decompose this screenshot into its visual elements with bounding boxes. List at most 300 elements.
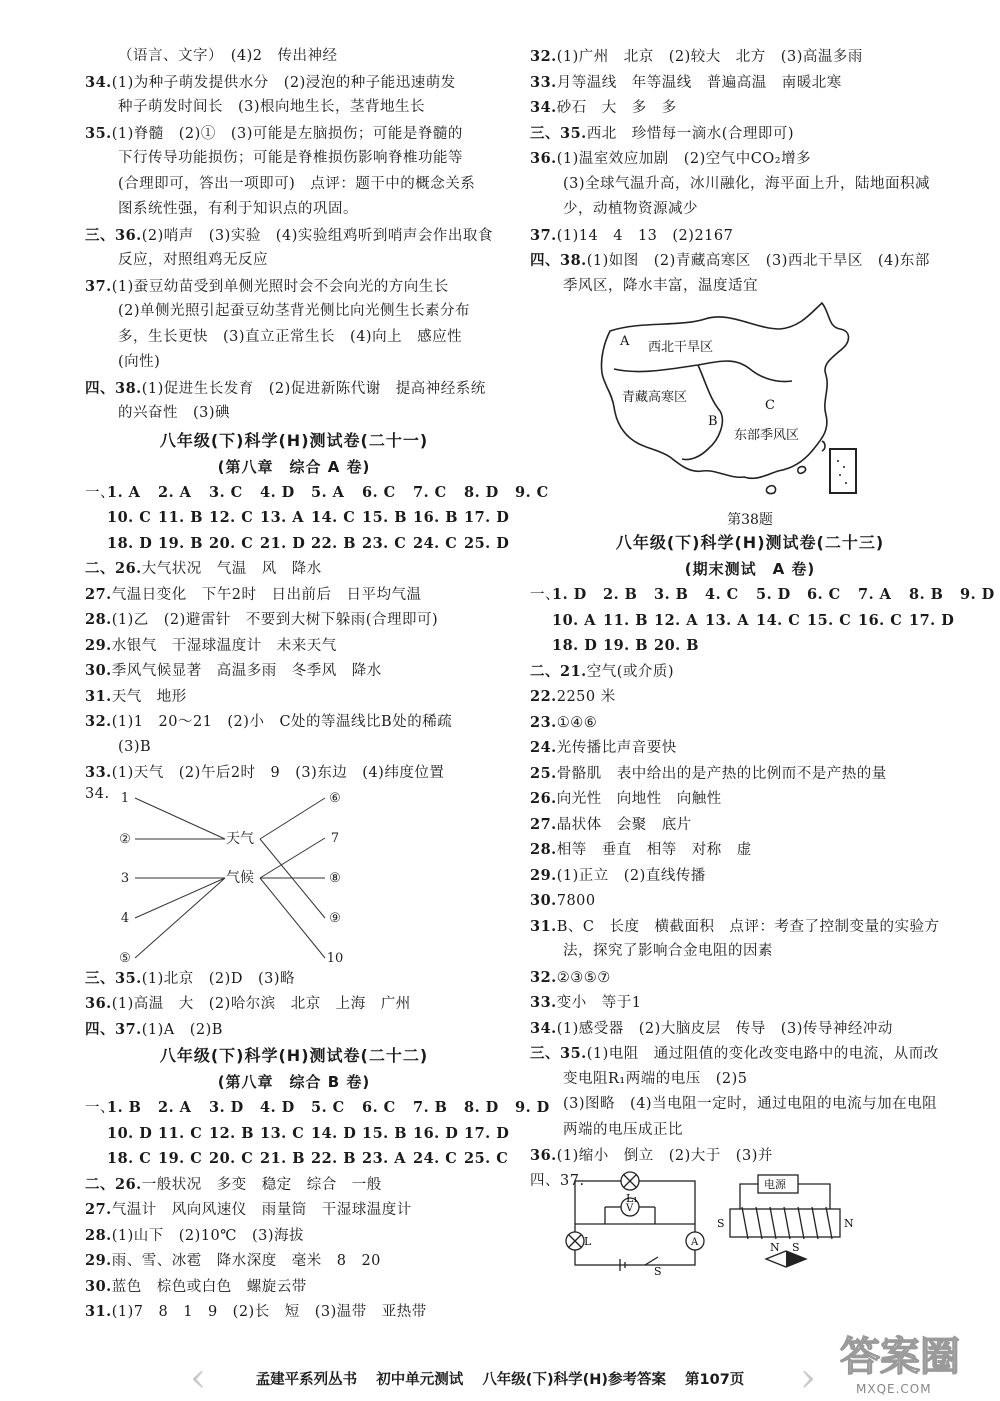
mc-answer-row [530,633,970,659]
mc-answer: 15. B [362,509,408,526]
answer-text: (1)高温 大 (2)哈尔滨 北京 上海 广州 [111,996,411,1012]
answer-text: 气温日变化 下午2时 日出前后 日平均气温 [111,586,422,603]
question-number: 22. [530,688,557,705]
question-number: 三、35. [530,124,587,142]
question-number: 28. [85,1226,112,1244]
question-number: 36. [530,1147,557,1164]
question-number: 32. [530,48,557,65]
section-marker: 一、 [85,1100,115,1116]
mc-answer: 14. C [311,509,356,526]
section-marker: 一、 [530,587,560,603]
answer-text: (1)如图 (2)青藏高寒区 (3)西北干旱区 (4)东部 [586,253,930,269]
mc-answer: 18. D [552,637,598,654]
question-number: 36. [85,995,112,1012]
answer-text: 雨、雪、冰雹 降水深度 毫米 8 20 [111,1253,381,1269]
answer-text: 变电阻R₁两端的电压 (2)5 [563,1070,748,1087]
china-climate-map [530,299,970,529]
mc-answer: 5. A [311,483,345,501]
test23-multiple-choice [530,582,995,659]
answer-text: (1)乙 (2)避雷针 不要到大树下躲雨(合理即可) [111,612,439,628]
question-number: 二、21. [530,662,587,680]
mc-answer: 21. B [260,1150,306,1167]
answer-line [85,401,503,427]
answer-text: 砂石 大 多 多 [556,100,677,116]
answer-text: (合理即可，答出一项即可) 点评：题干中的概念关系 [118,175,476,192]
answer-line [85,1274,503,1300]
question-number: 37. [85,277,112,295]
answer-line [85,582,503,608]
question-number: 33. [530,73,557,91]
answer-text: (1)1 20～21 (2)小 C处的等温线比B处的稀疏 [111,714,453,730]
mc-answer: 17. D [464,509,510,526]
answer-line [85,684,503,710]
q37-number: 四、37. [530,1172,585,1189]
q34-matching-diagram [85,786,503,966]
question-number: 四、38. [85,379,142,397]
answer-line [85,376,503,402]
answer-line [85,1017,503,1043]
answer-text: 的兴奋性 (3)碘 [118,405,231,421]
electromagnet-pole-s: S [717,1216,725,1230]
answer-line [85,709,503,735]
q34-matching-figure [85,786,503,966]
answer-line [85,1248,503,1274]
answer-line [85,1223,503,1249]
mc-answer: 2. B [603,586,638,603]
answer-text: ①④⑥ [556,714,598,731]
watermark-glyphs: 答案圈 [840,1334,960,1380]
question-number: 34. [530,1019,557,1037]
q34-right-item: 7 [330,830,340,846]
question-number: 32. [530,968,557,986]
answer-text: 7800 [556,893,596,909]
answer-line [530,146,970,172]
answer-line [530,837,970,863]
answer-text: ②③⑤⑦ [556,969,611,986]
answer-text: 一般状况 多变 稳定 综合 一般 [141,1176,382,1193]
question-number: 29. [85,1252,112,1269]
q34-right-item: 10 [326,950,344,966]
question-number: 30. [85,1277,112,1295]
mc-answer: 12. C [209,509,254,526]
q34-number: 34. [85,785,110,802]
answer-text: (2)哨声 (3)实验 (4)实验组鸡听到哨声会作出取食 [141,227,493,244]
answer-text: (1)北京 (2)D (3)略 [141,970,295,987]
answer-text: 多，生长更快 (3)直立正常生长 (4)向上 感应性 [118,328,463,345]
answer-text: 种子萌发时间长 (3)根向地生长，茎背地生长 [118,99,426,115]
question-number: 三、36. [85,226,142,244]
question-number: 二、26. [85,560,142,577]
test22-answers [85,1172,503,1325]
mc-answer: 1. B [107,1099,142,1116]
question-number: 28. [85,611,112,628]
answer-text: 水银气 干湿球温度计 未来天气 [111,637,337,654]
mc-answer: 8. B [909,586,944,603]
answer-text: 相等 垂直 相等 对称 虚 [556,842,752,858]
mc-answer: 3. D [209,1099,244,1116]
answer-text: (1)电阻 通过阻值的变化改变电路中的电流，从而改 [586,1046,939,1062]
question-number: 36. [530,150,557,167]
answer-text: 少，动植物资源减少 [563,201,698,217]
answer-text: (1)脊髓 (2)① (3)可能是左脑损伤；可能是脊髓的 [111,125,463,142]
test21-title: 八年级(下)科学(H)测试卷(二十一) [159,430,429,450]
answer-line [85,633,503,659]
answer-text: (1)正立 (2)直线传播 [556,867,706,884]
answer-line [85,274,503,300]
mc-answer: 11. B [158,509,204,526]
circuit-ammeter: A [691,1236,699,1248]
answer-line [530,939,970,965]
question-number: 33. [530,994,557,1011]
q37-circuit-figure [530,1169,970,1277]
answer-text: (1)蚕豆幼苗受到单侧光照时会不会向光的方向生长 [111,278,449,295]
question-number: 23. [530,713,557,731]
q34-left-item: 3 [120,870,130,886]
mc-answer: 20. C [209,534,254,552]
answer-text: (1)缩小 倒立 (2)大于 (3)并 [556,1148,773,1164]
answer-line [530,1041,970,1067]
answer-line [85,146,503,172]
answer-text: 月等温线 年等温线 普遍高温 南暖北寒 [556,74,842,91]
mc-answer: 18. C [107,1150,152,1167]
q34-left-item: ⑤ [119,950,131,966]
answer-line [85,223,503,249]
electromagnet-pole-n: N [844,1216,854,1230]
answer-line [85,350,503,376]
question-number: 33. [85,764,112,781]
mc-answer: 5. D [756,586,791,603]
answer-line [530,248,970,274]
answer-text: 2250 米 [556,689,616,705]
circuit-lamp-l: L [584,1234,592,1248]
mc-answer: 22. B [311,1150,357,1167]
mc-answer: 6. C [362,483,396,501]
footer-series: 孟建平系列丛书 [255,1372,358,1388]
map-region-northwest: 西北干旱区 [648,340,714,355]
mc-answer: 4. D [260,483,295,501]
mc-answer: 6. C [362,1099,396,1116]
mc-answer: 17. D [909,611,955,629]
answer-line [85,556,503,582]
answer-text: 晶状体 会聚 底片 [556,816,692,833]
answer-text: 季风气候显著 高温多雨 冬季风 降水 [111,663,382,679]
question-number: 30. [85,662,112,679]
answer-line [530,1092,970,1118]
answer-line [530,710,970,736]
question-number: 31. [530,917,557,935]
q34-left-item: 4 [120,910,130,926]
mc-answer: 7. C [413,483,447,501]
mc-answer: 20. C [209,1150,254,1167]
answer-text: 大气状况 气温 风 降水 [141,561,322,577]
answer-text: 季风区，降水丰富，温度适宜 [563,277,758,294]
question-number: 26. [530,790,557,807]
test21-tail-answers [85,966,503,1043]
question-number: 25. [530,764,557,782]
test23-subtitle: (期末测试 A 卷) [684,560,816,578]
answer-line [530,121,970,147]
answer-line [530,990,970,1016]
answer-line [85,299,503,325]
answer-text: (1)感受器 (2)大脑皮层 传导 (3)传导神经冲动 [556,1020,893,1037]
mc-answer: 16. D [413,1124,459,1142]
mc-answer: 12. A [654,611,699,629]
electromagnet-power: 电源 [764,1177,786,1191]
mc-answer: 19. B [158,534,204,552]
answer-line [85,197,503,223]
mc-answer: 11. C [158,1124,203,1142]
answer-line [530,44,970,70]
mc-answer: 24. C [413,534,458,552]
answer-text: 气温计 风向风速仪 雨量筒 干湿球温度计 [111,1202,412,1218]
answer-line [530,812,970,838]
answer-line [85,172,503,198]
answer-line [530,95,970,121]
answer-text: (1)温室效应加剧 (2)空气中CO₂增多 [556,151,812,167]
map-label-a: A [620,334,630,349]
q34-right-item: ⑨ [329,910,341,926]
mc-answer: 1. D [552,586,587,603]
circuit-voltmeter: V [626,1202,634,1214]
mc-answer: 10. A [552,611,597,629]
mc-answer: 17. D [464,1124,510,1142]
q34-weather-label: 天气 [226,830,254,847]
footer-page-number: 第107页 [685,1372,745,1388]
q34-left-item: ② [119,831,131,847]
answer-text: 天气 地形 [111,688,187,705]
watermark-site: MXQE.COM [856,1382,932,1396]
mc-answer: 19. B [603,637,649,654]
answer-text: B、C 长度 横截面积 点评：考查了控制变量的实验方 [556,918,940,935]
test22-subtitle: (第八章 综合 B 卷) [217,1073,371,1091]
footer-book: 初中单元测试 [376,1372,464,1388]
answer-text: 下行传导功能损伤；可能是脊椎损伤影响脊椎功能等 [118,150,463,166]
answer-line [530,1143,970,1169]
mc-answer: 7. A [858,586,892,603]
answer-text: (1)促进生长发育 (2)促进新陈代谢 提高神经系统 [141,380,486,397]
right-answer-block-1 [530,44,970,299]
mc-answer: 13. A [705,611,750,629]
answer-line [85,1299,503,1325]
answer-line [530,786,970,812]
watermark-icon [816,1326,986,1382]
mc-answer-row [85,505,510,531]
mc-answer: 3. C [209,483,243,501]
footer-grade: 八年级(下)科学(H)参考答案 [482,1372,666,1388]
question-number: 29. [530,866,557,884]
mc-answer-row [530,582,995,608]
answer-line [530,1067,970,1093]
answer-line [85,95,503,121]
section-marker: 一、 [85,484,115,501]
mc-answer: 15. C [807,611,852,629]
answer-text: (1)7 8 1 9 (2)长 短 (3)温带 亚热带 [111,1304,427,1320]
question-number: 二、26. [85,1175,142,1193]
mc-answer: 21. D [260,534,306,552]
mc-answer: 7. B [413,1099,448,1116]
mc-answer: 4. D [260,1099,295,1116]
mc-answer: 9. D [515,1099,550,1116]
answer-text: 图系统性强，有利于知识点的巩固。 [118,201,358,217]
q37-circuit-diagrams [530,1169,970,1277]
right-column [530,44,995,1277]
answer-line [530,735,970,761]
mc-answer: 2. A [158,483,192,501]
mc-answer: 8. D [464,483,499,501]
mc-answer-row [85,1095,550,1121]
answer-line [530,70,970,96]
answer-text: 变小 等于1 [556,995,642,1011]
answer-line [85,735,503,761]
mc-answer-row [85,531,510,557]
circuit-lamp-l1: L₁ [626,1191,638,1205]
answer-line [530,965,970,991]
answer-text: (2)单侧光照引起蚕豆幼茎背光侧比向光侧生长素分布 [118,303,471,319]
mc-answer: 25. D [464,534,510,552]
map-label-c: C [765,398,775,413]
answer-line [530,1016,970,1042]
mc-answer: 6. C [807,586,841,603]
mc-answer: 10. C [107,509,152,526]
answer-line [85,607,503,633]
mc-answer: 25. C [464,1150,509,1167]
answer-line [85,1172,503,1198]
mc-answer: 3. B [654,586,689,603]
answer-text: (3)全球气温升高，冰川融化，海平面上升，陆地面积减 [563,175,931,192]
answer-line [85,325,503,351]
question-number: 31. [85,1303,112,1320]
answer-line [85,991,503,1017]
question-number: 35. [85,124,112,142]
answer-line [530,863,970,889]
question-number: 30. [530,892,557,909]
mc-answer: 15. B [362,1124,408,1142]
answer-text: (3)B [118,738,152,755]
test21-subtitle: (第八章 综合 A 卷) [217,457,371,476]
answer-line [530,172,970,198]
q34-right-item: ⑥ [329,790,341,806]
question-number: 三、35. [530,1045,587,1062]
answer-text: 蓝色 棕色或白色 螺旋云带 [111,1278,307,1295]
question-number: 32. [85,713,112,730]
china-map-diagram [530,299,970,505]
mc-answer: 20. B [654,637,700,654]
map-region-east-monsoon: 东部季风区 [734,428,800,443]
answer-text: 向光性 向地性 向触性 [556,791,722,807]
mc-answer: 11. B [603,611,649,629]
question-number: 三、35. [85,969,142,987]
footer-chevron-left-icon: ‹ [190,1355,206,1401]
answer-text: 两端的电压成正比 [563,1121,683,1138]
mc-answer-row [530,608,970,634]
answer-line [530,888,970,914]
mc-answer: 13. A [260,509,305,526]
mc-answer: 14. D [311,1124,357,1142]
answer-text: (3)图略 (4)当电阻一定时，通过电阻的电流与加在电阻 [563,1096,938,1112]
mc-answer-row [85,1121,510,1147]
question-number: 29. [85,636,112,654]
answer-text: 空气(或介质) [586,663,675,680]
answer-line [530,914,970,940]
test22-title: 八年级(下)科学(H)测试卷(二十二) [159,1046,429,1065]
map-region-qinghai-tibet: 青藏高寒区 [622,390,688,405]
question-number: 34. [530,99,557,116]
mc-answer: 13. C [260,1124,305,1142]
needle-pole-n: N [770,1240,780,1254]
answer-line [85,44,503,70]
test23-title: 八年级(下)科学(H)测试卷(二十三) [615,533,885,552]
answer-line [85,248,503,274]
answer-line [85,121,503,147]
left-column [85,44,550,1325]
answer-text: (1)广州 北京 (2)较大 北方 (3)高温多雨 [556,49,863,65]
test21-answers [85,556,503,786]
q34-right-item: ⑧ [329,870,341,886]
mc-answer: 16. B [413,509,459,526]
answer-text: (1)天气 (2)午后2时 9 (3)东边 (4)纬度位置 [111,765,445,781]
answer-text: 骨骼肌 表中给出的是产热的比例而不是产热的量 [556,765,887,782]
mc-answer: 14. C [756,611,801,629]
left-answer-block-1 [85,44,503,427]
mc-answer: 9. C [515,483,549,501]
answer-line [530,1118,970,1144]
answer-line [530,761,970,787]
map-caption: 第38题 [727,512,773,528]
answer-text: 反应，对照组鸡无反应 [118,252,268,268]
mc-answer: 2. A [158,1099,192,1116]
mc-answer: 5. C [311,1099,345,1116]
question-number: 34. [85,73,112,91]
watermark-logo [816,1326,986,1396]
q34-left-item: 1 [120,790,130,806]
answer-text: (向性) [118,354,161,370]
mc-answer: 8. D [464,1099,499,1116]
question-number: 27. [530,815,557,833]
answer-text: (1)为种子萌发提供水分 (2)浸泡的种子能迅速萌发 [111,74,456,91]
footer-chevron-right-icon: › [800,1355,816,1401]
mc-answer: 1. A [107,483,141,501]
question-number: 27. [85,1201,112,1218]
question-number: 31. [85,687,112,705]
answer-line [530,659,970,685]
q34-climate-label: 气候 [226,869,254,886]
mc-answer: 18. D [107,534,153,552]
answer-text: 西北 珍惜每一滴水(合理即可) [586,125,795,142]
mc-answer-row [85,1146,509,1172]
answer-text: （语言、文字） (4)2 传出神经 [118,48,338,64]
question-number: 28. [530,841,557,858]
answer-line [530,684,970,710]
needle-pole-s: S [792,1240,800,1254]
answer-line [530,223,970,249]
mc-answer: 22. B [311,534,357,552]
answer-line [85,658,503,684]
mc-answer: 9. D [960,586,995,603]
answer-text: 法，探究了影响合金电阻的因素 [563,943,773,959]
circuit-switch: S [654,1264,662,1277]
mc-answer: 24. C [413,1150,458,1167]
test23-answers [530,659,970,1169]
mc-answer: 19. C [158,1150,203,1167]
test21-multiple-choice [85,480,549,557]
mc-answer-row [85,480,549,506]
question-number: 24. [530,739,557,756]
answer-line [85,1197,503,1223]
answer-line [530,197,970,223]
answer-line [530,274,970,300]
answer-text: (1)14 4 13 (2)2167 [556,227,734,244]
question-number: 四、38. [530,252,587,269]
